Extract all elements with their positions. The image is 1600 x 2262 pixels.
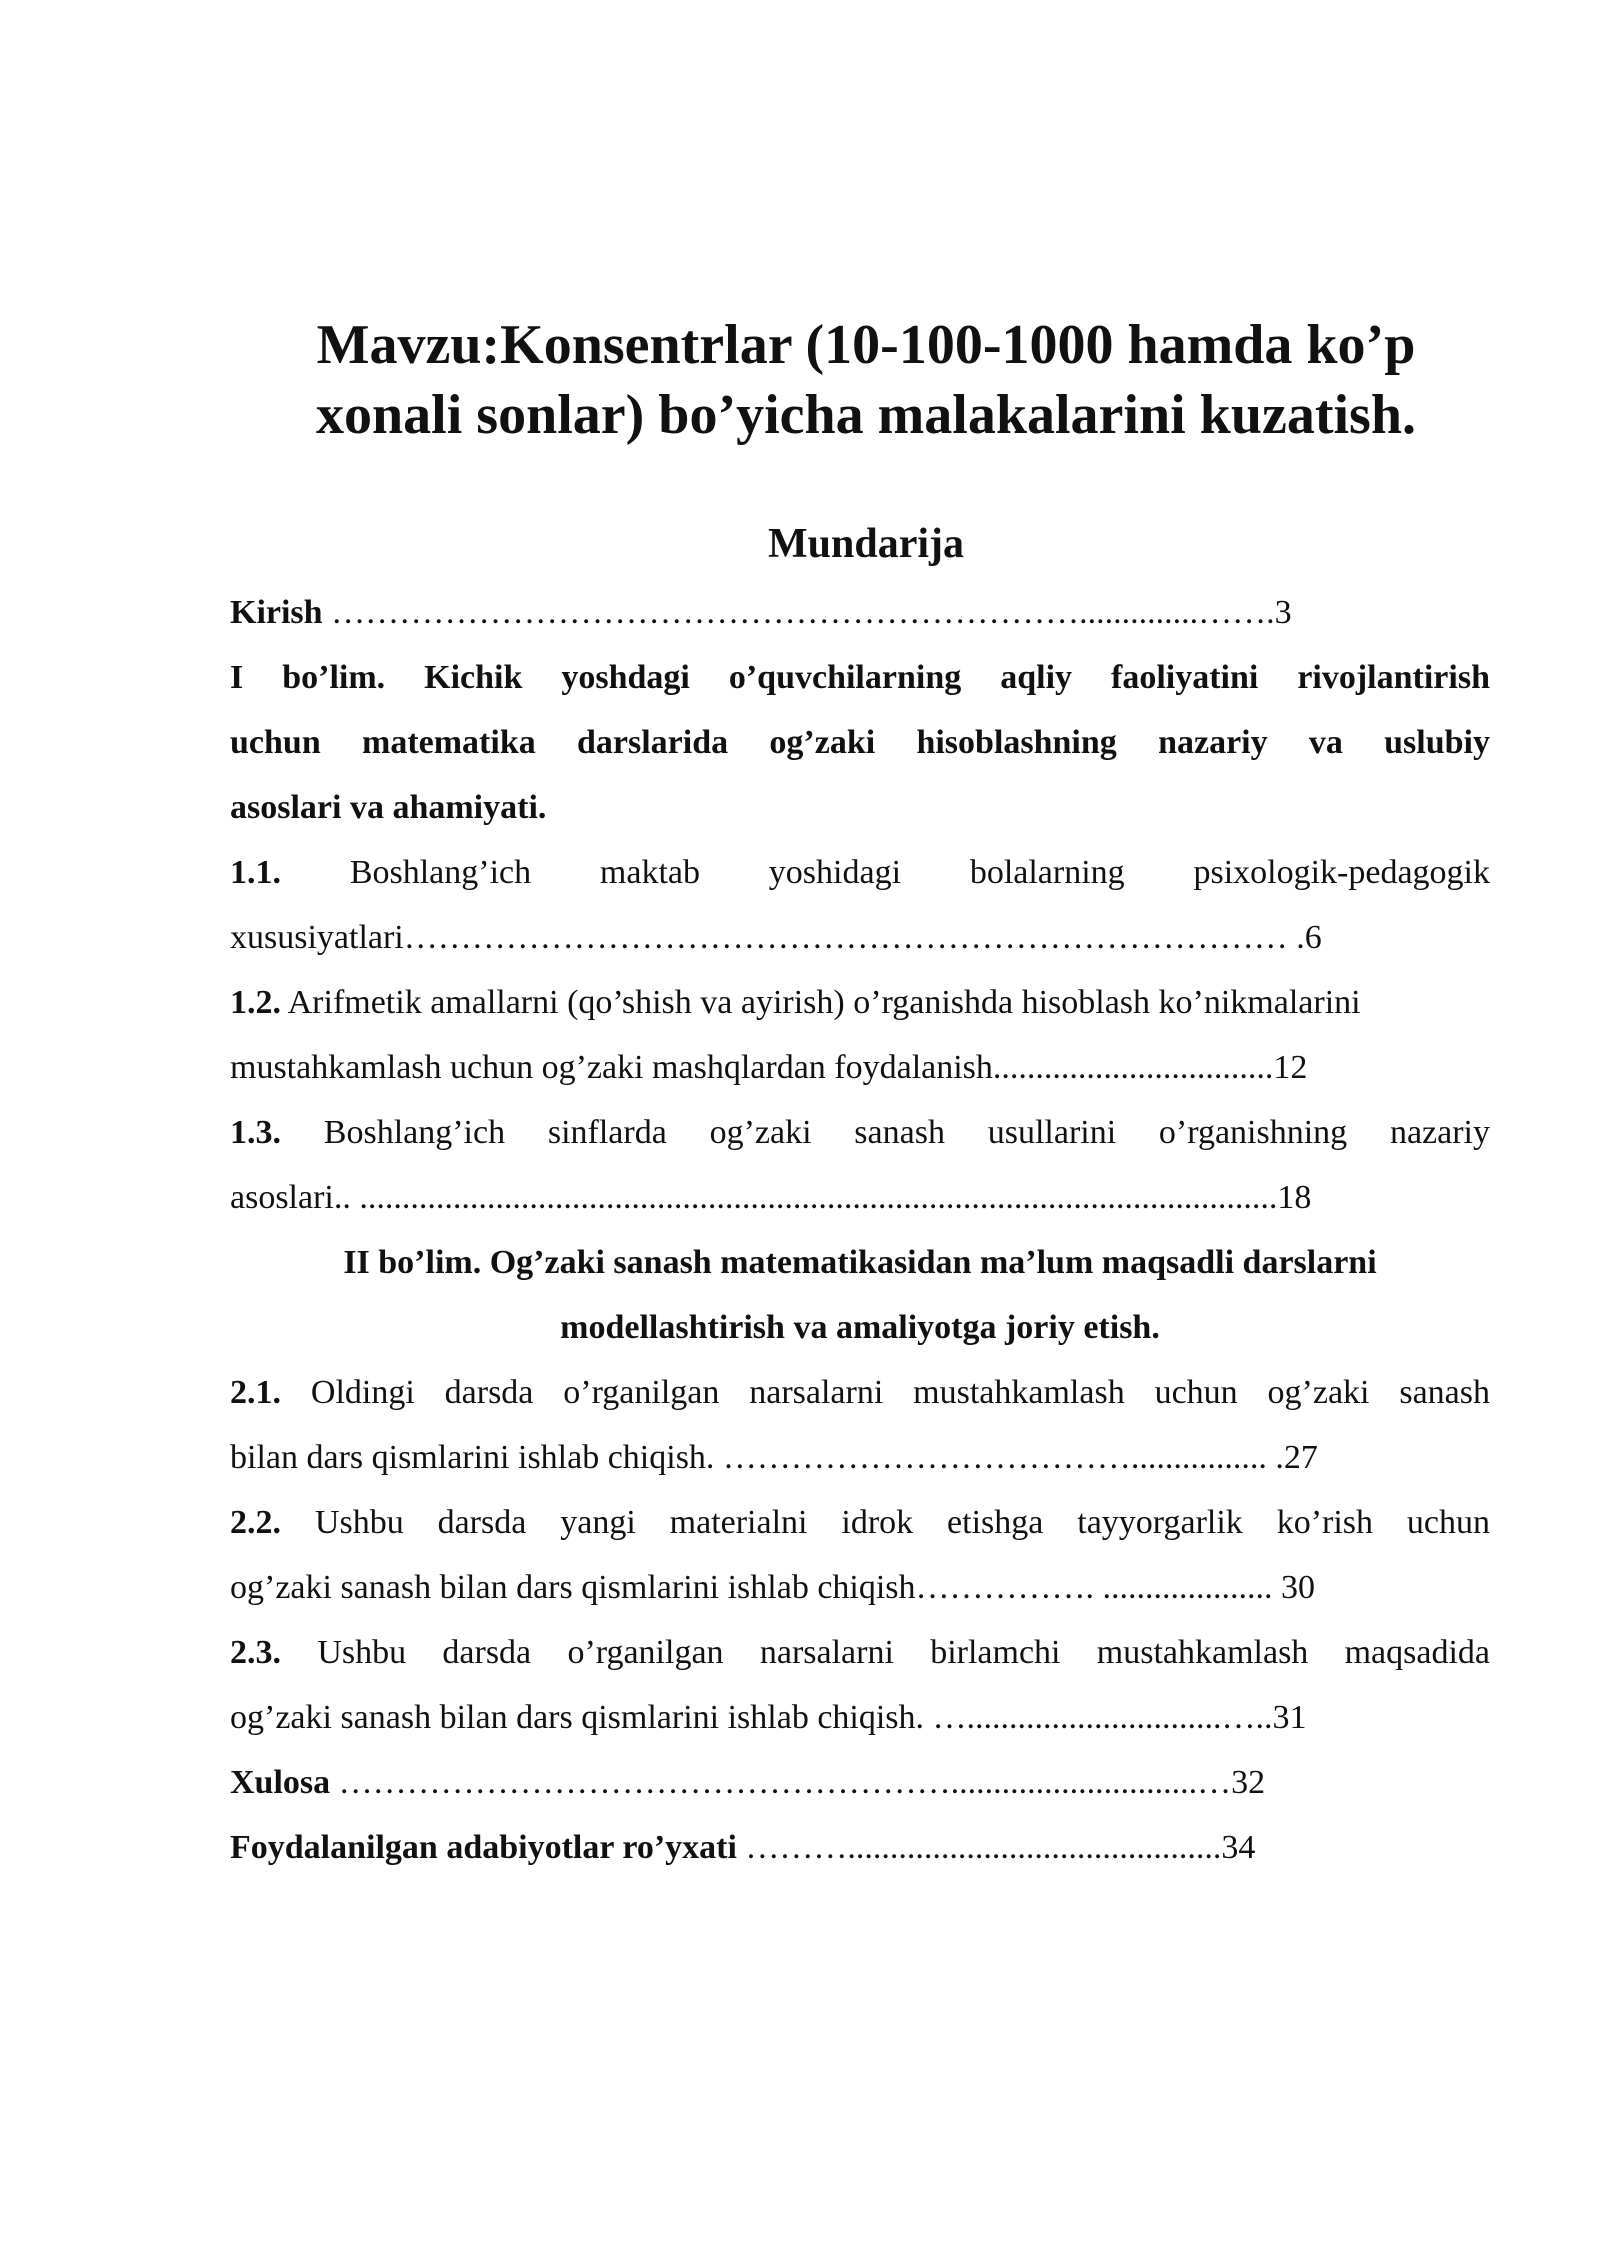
toc-kirish-page: .3: [1266, 594, 1292, 631]
toc-2-3-line-2[interactable]: og’zaki sanash bilan dars qismlarini ishlab chiqish. …..............................…..31: [230, 1699, 1307, 1736]
toc-entry-1-1[interactable]: [230, 840, 1490, 905]
document-page: [230, 310, 1490, 1880]
toc-entry-kirish[interactable]: [230, 580, 1490, 645]
toc-1-3-line-2[interactable]: asoslari.. ............................................................................................................18: [230, 1179, 1312, 1216]
toc-part2-line-2[interactable]: modellashtirish va amaliyotga joriy etish.: [560, 1309, 1160, 1346]
toc-entry-2-3[interactable]: [230, 1620, 1490, 1685]
toc-2-2-number: 2.2.: [230, 1504, 281, 1541]
toc-adabiyotlar-label: Foydalanilgan adabiyotlar ro’yxati: [230, 1829, 737, 1866]
title-line-1: Mavzu:Konsentrlar (10-100-1000 hamda ko’p: [316, 314, 1416, 376]
toc-1-3-number: 1.3.: [230, 1114, 281, 1151]
table-of-contents: [230, 580, 1490, 1880]
toc-kirish-label: Kirish: [230, 594, 323, 631]
toc-1-1-number: 1.1.: [230, 854, 281, 891]
toc-part2-line-1[interactable]: II bo’lim. Og’zaki sanash matematikasidan ma’lum maqsadli darslarni: [343, 1244, 1377, 1281]
toc-entry-2-2[interactable]: [230, 1490, 1490, 1555]
toc-entry-1-3[interactable]: [230, 1100, 1490, 1165]
toc-part1-line-2[interactable]: uchun matematika darslarida og’zaki hisoblashning nazariy va uslubiy: [230, 724, 1490, 761]
toc-2-3-text: Ushbu darsda o’rganilgan narsalarni birlamchi mustahkamlash maqsadida: [317, 1634, 1491, 1671]
toc-1-1-text: Boshlang’ich maktab yoshidagi bolalarning psixologik-pedagogik: [349, 854, 1490, 891]
toc-2-2-text: Ushbu darsda yangi materialni idrok etishga tayyorgarlik ko’rish uchun: [314, 1504, 1491, 1541]
toc-heading: Mundarija: [767, 521, 964, 567]
toc-1-3-text: Boshlang’ich sinflarda og’zaki sanash usullarini o’rganishning nazariy: [323, 1114, 1490, 1151]
toc-entry-adabiyotlar[interactable]: [230, 1815, 1490, 1880]
toc-part1-line-1[interactable]: I bo’lim. Kichik yoshdagi o’quvchilarning aqliy faoliyatini rivojlantirish: [230, 659, 1490, 696]
document-title: [230, 310, 1490, 450]
toc-entry-xulosa[interactable]: [230, 1750, 1490, 1815]
toc-1-2-text: Arifmetik amallarni (qo’shish va ayirish) o’rganishda hisoblash ko’nikmalarini: [281, 984, 1361, 1021]
toc-entry-2-1[interactable]: [230, 1360, 1490, 1425]
toc-2-1-line-2[interactable]: bilan dars qismlarini ishlab chiqish. ………………………………................ .27: [230, 1439, 1318, 1476]
toc-2-1-number: 2.1.: [230, 1374, 281, 1411]
toc-1-2-line-2[interactable]: mustahkamlash uchun og’zaki mashqlardan foydalanish.................................12: [230, 1049, 1308, 1086]
toc-xulosa-leader: ……………………………………………….............................…32: [330, 1764, 1266, 1801]
toc-kirish-leader: …………………………………………………………..............……: [322, 594, 1267, 631]
toc-adabiyotlar-leader: ………............................................34: [736, 1829, 1256, 1866]
toc-1-2-number: 1.2.: [230, 984, 281, 1021]
toc-xulosa-label: Xulosa: [230, 1764, 331, 1801]
toc-1-1-line-2[interactable]: xususiyatlari…………………………………………………………………… .6: [230, 919, 1322, 956]
toc-entry-1-2[interactable]: [230, 970, 1490, 1035]
toc-part1-line-3[interactable]: asoslari va ahamiyati.: [230, 789, 547, 826]
toc-2-2-line-2[interactable]: og’zaki sanash bilan dars qismlarini ishlab chiqish……………. .................... 30: [230, 1569, 1316, 1606]
toc-2-1-text: Oldingi darsda o’rganilgan narsalarni mustahkamlash uchun og’zaki sanash: [310, 1374, 1491, 1411]
toc-2-3-number: 2.3.: [230, 1634, 281, 1671]
title-line-2: xonali sonlar) bo’yicha malakalarini kuzatish.: [316, 384, 1416, 446]
